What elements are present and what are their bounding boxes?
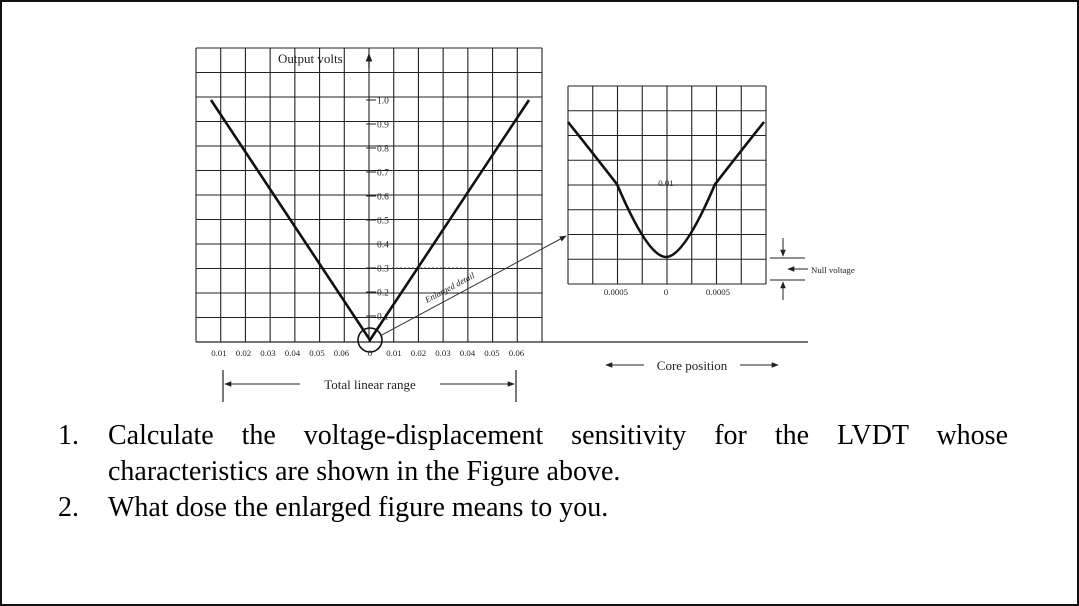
- y-tick-label: 0.9: [377, 120, 389, 131]
- y-tick-label: 0.2: [377, 288, 389, 299]
- x-tick-label: 0.02: [410, 348, 427, 358]
- x-tick-label: 0: [367, 348, 373, 358]
- detail-x-tick-label: 0.0005: [603, 287, 629, 297]
- question-text: What dose the enlarged figure means to you.: [108, 492, 609, 523]
- enlarged-detail-arrow: [380, 236, 566, 336]
- x-tick-label: 0.03: [260, 348, 276, 358]
- question-number: 2.: [58, 492, 79, 523]
- total-linear-range-label: Total linear range: [324, 377, 416, 392]
- y-tick-label: 1.0: [377, 96, 389, 107]
- x-tick-label: 0.02: [235, 348, 252, 358]
- core-position-label: Core position: [656, 358, 728, 373]
- x-tick-label: 0.05: [484, 348, 500, 358]
- detail-x-tick-label: 0.0005: [705, 287, 731, 297]
- x-tick-label: 0.05: [309, 348, 325, 358]
- main-chart-grid: [196, 48, 542, 342]
- question-item: [58, 418, 1008, 490]
- x-tick-label: 0.04: [459, 348, 476, 358]
- enlarged-detail-label: Enlarged detail: [423, 270, 477, 305]
- x-tick-label: 0.04: [284, 348, 301, 358]
- question-text: Calculate the voltage-displacement sensitivity for the LVDT whose characteristics are shown in the Figure above.: [108, 420, 1008, 487]
- detail-x-tick-label: 0: [663, 287, 669, 297]
- y-tick-label: 0.3: [377, 264, 389, 275]
- x-tick-labels: [211, 348, 524, 358]
- x-tick-label: 0.03: [435, 348, 451, 358]
- detail-center-label: 0.01: [658, 178, 674, 188]
- y-tick-label: 0.7: [377, 168, 389, 179]
- y-axis-label: Output volts: [278, 51, 343, 66]
- y-tick-label: 0.6: [377, 192, 389, 203]
- x-tick-label: 0.06: [333, 348, 350, 358]
- detail-x-tick-labels: [604, 287, 731, 297]
- detail-voltage-curve: [568, 122, 764, 257]
- x-tick-label: 0.01: [386, 348, 402, 358]
- y-tick-label: 0.4: [377, 240, 389, 251]
- question-list: [58, 418, 1008, 526]
- question-item: [58, 490, 1008, 526]
- x-tick-label: 0.06: [508, 348, 525, 358]
- null-voltage-label: Null voltage: [811, 265, 855, 275]
- y-tick-label: 0.5: [377, 216, 389, 227]
- question-number: 1.: [58, 420, 79, 451]
- y-tick-label: 0.8: [377, 144, 389, 155]
- y-tick-label: 0.1: [377, 312, 389, 323]
- x-tick-label: 0.01: [211, 348, 227, 358]
